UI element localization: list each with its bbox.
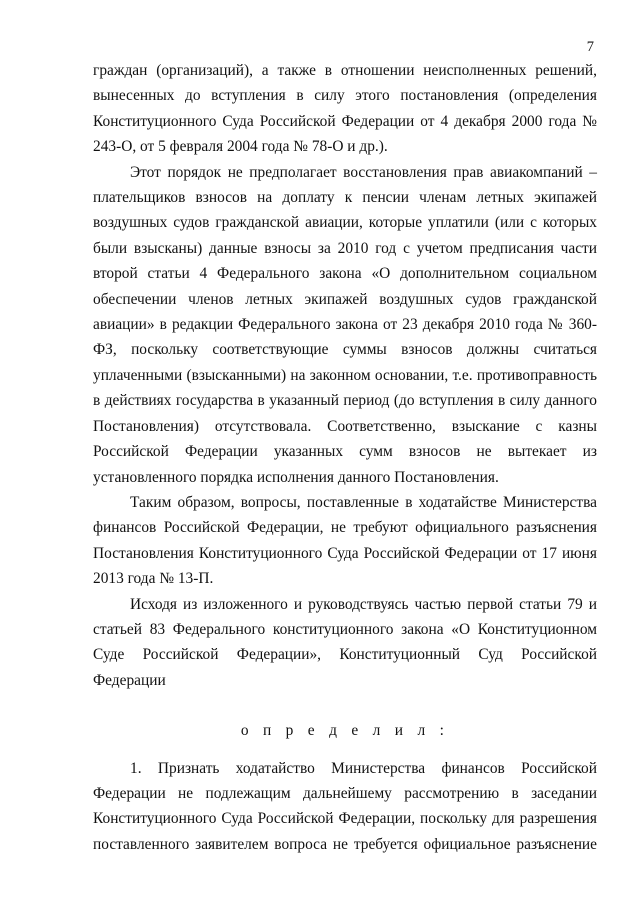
paragraph-continuation: граждан (организаций), а также в отношении неисполненных решений, вынесенных до вступления в силу этого постановления (определения Конституционного Суда Российской Федерации от 4 декабря 2000 года № 243-О, от 5 февраля 2004 года № 78-О и др.). bbox=[93, 62, 597, 156]
paragraph-procedure: Этот порядок не предполагает восстановления прав авиакомпаний – плательщиков взносов на доплату к пенсии членам летных экипажей воздушных судов гражданской авиации, которые уплатили (или с которых были взысканы) данные взносы за 2010 год с учетом предписания части второй статьи 4 Федерального закона «О дополнительном социальном обеспечении членов летных экипажей воздушных судов гражданской авиации» в редакции Федерального закона от 23 декабря 2010 года № 360-ФЗ, поскольку соответствующие суммы взносов должны считаться уплаченными (взысканными) на законном основании, т.е. противоправность в действиях государства в указанный период (до вступления в силу данного Постановления) отсутствовала. Соответственно, взыскание с казны Российской Федерации указанных сумм взносов не вытекает из установленного порядка исполнения данного Постановления. bbox=[93, 163, 597, 486]
paragraph-conclusion: Таким образом, вопросы, поставленные в ходатайстве Министерства финансов Российской Федерации, не требуют официального разъяснения Постановления Конституционного Суда Российской Федерации от 17 июня 2013 года № 13-П. bbox=[93, 493, 597, 588]
page-number: 7 bbox=[586, 39, 594, 55]
document-body bbox=[93, 58, 597, 857]
paragraph-grounds: Исходя из изложенного и руководствуясь частью первой статьи 79 и статьей 83 Федерального конституционного закона «О Конституционном Суде Российской Федерации», Конституционный Суд Российской Федерации bbox=[93, 595, 597, 689]
resolution-item-1: 1. Признать ходатайство Министерства финансов Российской Федерации не подлежащим дальнейшему рассмотрению в заседании Конституционного Суда Российской Федерации, поскольку для разрешения поставленного заявителем вопроса не требуется официальное разъяснение bbox=[93, 759, 597, 853]
decision-heading: о п р е д е л и л : bbox=[240, 722, 450, 740]
